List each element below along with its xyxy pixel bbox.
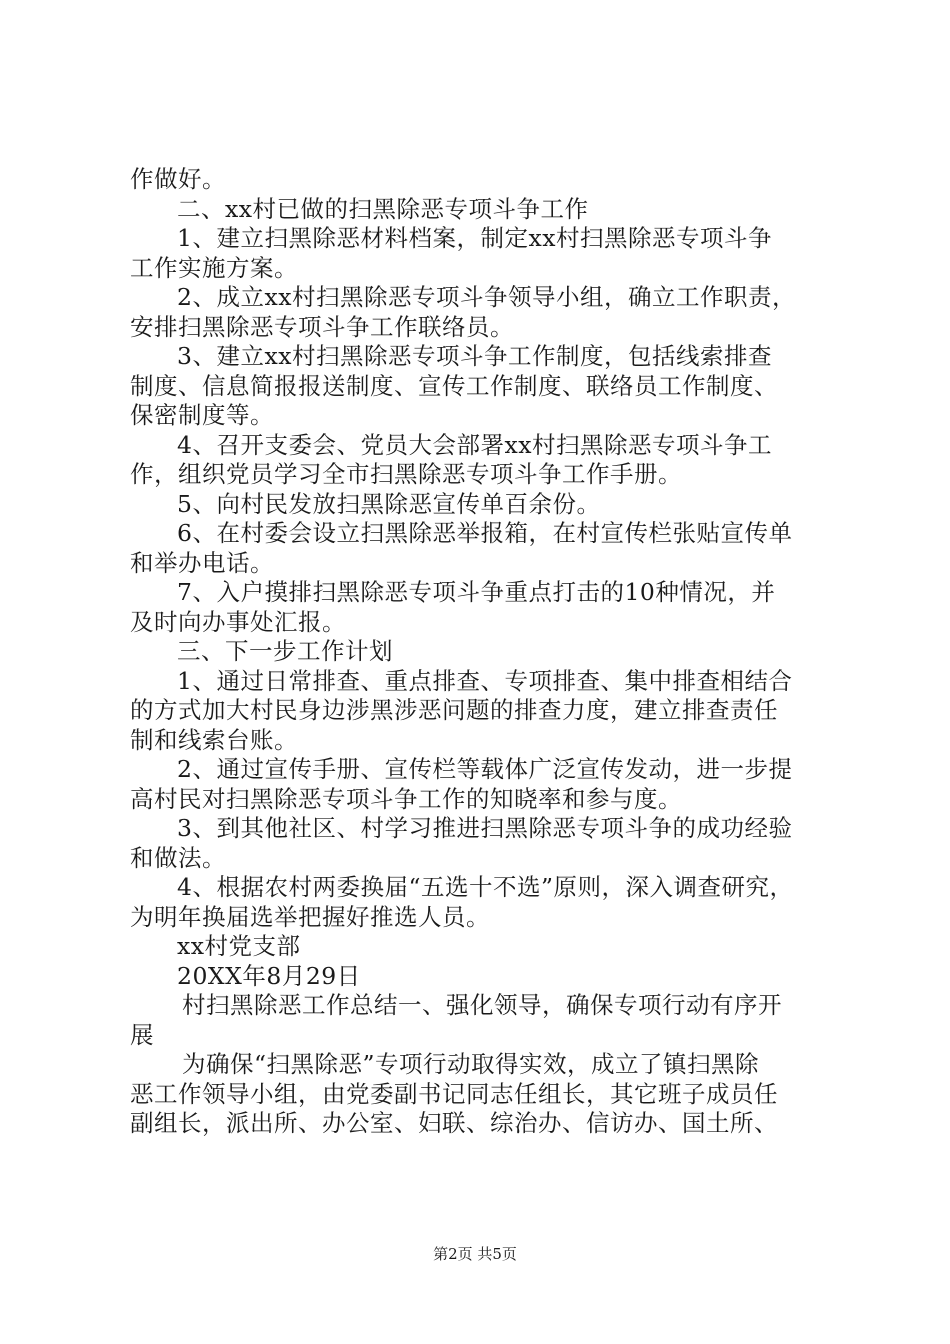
text-line: 3、到其他社区、村学习推进扫黑除恶专项斗争的成功经验 [177,814,793,842]
text-line: 2、成立xx村扫黑除恶专项斗争领导小组，确立工作职责， [177,283,796,311]
section-heading: 三、下一步工作计划 [177,637,393,665]
text-line: 6、在村委会设立扫黑除恶举报箱，在村宣传栏张贴宣传单 [177,519,793,547]
text-line: 高村民对扫黑除恶专项斗争工作的知晓率和参与度。 [130,784,682,813]
text-line: 7、入户摸排扫黑除恶专项斗争重点打击的10种情况，并 [177,578,776,606]
text-line: 2、通过宣传手册、宣传栏等载体广泛宣传发动，进一步提 [177,755,793,783]
text-line: 和做法。 [130,843,226,872]
text-line: 村扫黑除恶工作总结一、强化领导，确保专项行动有序开 [182,991,782,1019]
text-line: 为明年换届选举把握好推选人员。 [130,902,490,931]
signature-org: xx村党支部 [177,932,301,960]
text-line: 作做好。 [130,165,226,193]
text-line: 展 [130,1020,154,1049]
text-line: 1、建立扫黑除恶材料档案，制定xx村扫黑除恶专项斗争 [177,224,772,252]
text-line: 的方式加大村民身边涉黑涉恶问题的排查力度，建立排查责任 [130,696,778,724]
text-line: 5、向村民发放扫黑除恶宣传单百余份。 [177,489,601,518]
text-line: 制度、信息简报报送制度、宣传工作制度、联络员工作制度、 [130,371,778,400]
text-line: 及时向办事处汇报。 [130,607,346,636]
text-line: 和举办电话。 [130,548,274,577]
text-line: 为确保“扫黑除恶”专项行动取得实效，成立了镇扫黑除 [182,1050,760,1078]
text-line: 制和线索台账。 [130,725,298,754]
page-number: 第2页 共5页 [433,1245,517,1263]
text-line: 工作实施方案。 [130,253,298,282]
text-line: 4、召开支委会、党员大会部署xx村扫黑除恶专项斗争工 [177,430,772,459]
text-line: 安排扫黑除恶专项斗争工作联络员。 [130,312,514,341]
text-line: 恶工作领导小组，由党委副书记同志任组长，其它班子成员任 [130,1079,778,1108]
document-body [130,165,830,1139]
signature-date: 20XX年8月29日 [177,961,361,990]
text-line: 1、通过日常排查、重点排查、专项排查、集中排查相结合 [177,666,793,695]
section-heading: 二、xx村已做的扫黑除恶专项斗争工作 [177,194,589,223]
text-line: 4、根据农村两委换届“五选十不选”原则，深入调查研究， [177,873,794,901]
text-line: 3、建立xx村扫黑除恶专项斗争工作制度，包括线索排查 [177,342,772,370]
text-line: 副组长，派出所、办公室、妇联、综治办、信访办、国土所、 [130,1109,778,1137]
text-line: 保密制度等。 [130,401,274,429]
text-line: 作，组织党员学习全市扫黑除恶专项斗争工作手册。 [130,460,682,488]
